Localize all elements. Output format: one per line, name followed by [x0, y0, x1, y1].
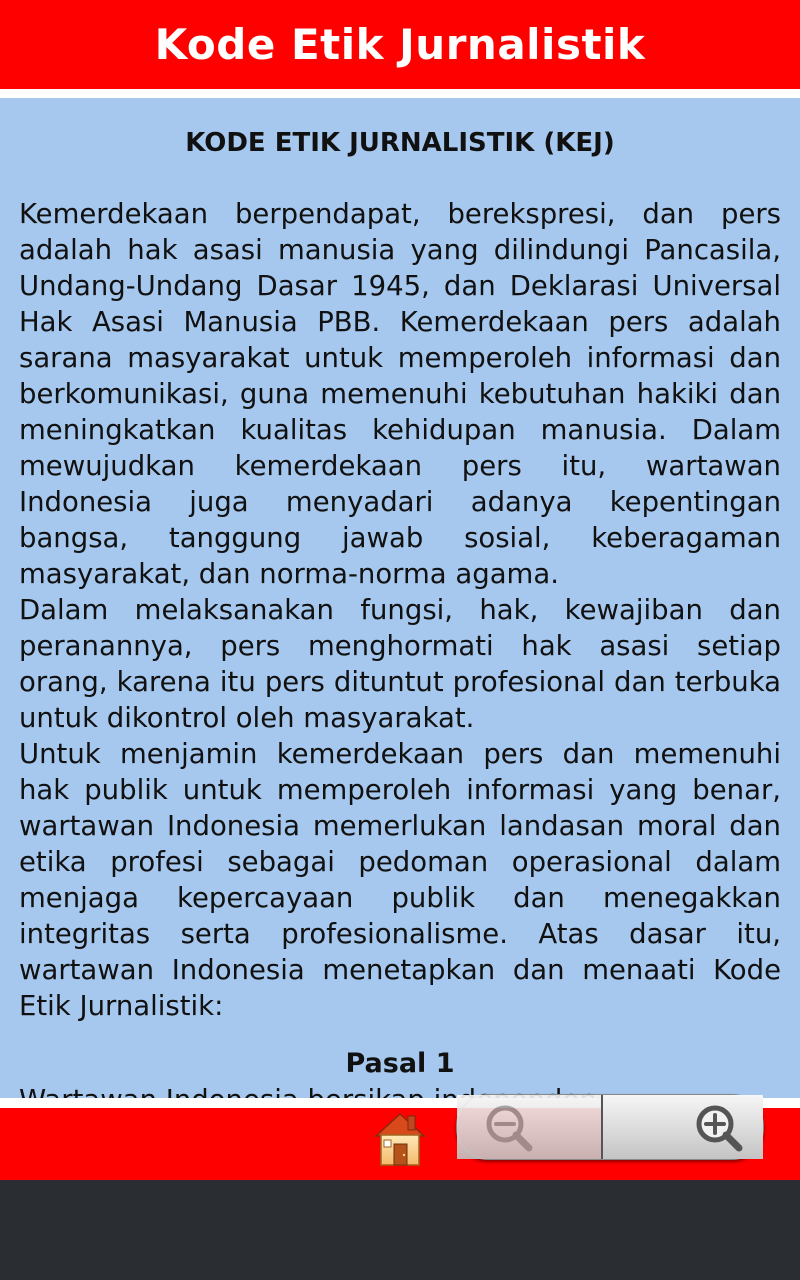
home-icon: [372, 1108, 428, 1170]
article-scroll-view[interactable]: [0, 98, 800, 1098]
paragraph-1: Kemerdekaan berpendapat, berekspresi, dan pers adalah hak asasi manusia yang dilindungi Pancasila, Undang-Undang Dasar 1945, dan Deklarasi Universal Hak Asasi Manusia PBB. Kemerdekaan pers adalah sarana masyarakat untuk memperoleh informasi dan berkomunikasi, guna memenuhi kebutuhan hakiki dan meningkatkan kualitas kehidupan manusia. Dalam mewujudkan kemerdekaan pers itu, wartawan Indonesia juga menyadari adanya kepentingan bangsa, tanggung jawab sosial, keberagaman masyarakat, dan norma-norma agama.: [19, 198, 781, 590]
paragraph-3: Untuk menjamin kemerdekaan pers dan memenuhi hak publik untuk memperoleh informasi yang benar, wartawan Indonesia memerlukan landasan moral dan etika profesi sebagai pedoman operasional dalam menjaga kepercayaan publik dan menegakkan integritas serta profesionalisme. Atas dasar itu, wartawan Indonesia menetapkan dan menaati Kode Etik Jurnalistik:: [19, 738, 781, 1022]
home-button[interactable]: [372, 1108, 428, 1170]
zoom-out-button[interactable]: [457, 1095, 601, 1159]
paragraph-2: Dalam melaksanakan fungsi, hak, kewajiban dan peranannya, pers menghormati hak asasi setiap orang, karena itu pers dituntut profesional dan terbuka untuk dikontrol oleh masyarakat.: [19, 594, 781, 734]
header-divider: [0, 89, 800, 98]
document-title: KODE ETIK JURNALISTIK (KEJ): [185, 128, 615, 158]
app-title: Kode Etik Jurnalistik: [154, 20, 646, 69]
zoom-in-icon: [683, 1097, 763, 1157]
system-nav-area: [0, 1180, 800, 1280]
pasal-heading: Pasal 1: [345, 1048, 455, 1079]
zoom-in-button[interactable]: [603, 1095, 763, 1159]
zoom-out-icon: [469, 1097, 549, 1157]
zoom-controls: [456, 1094, 764, 1160]
app-header: [0, 0, 800, 89]
